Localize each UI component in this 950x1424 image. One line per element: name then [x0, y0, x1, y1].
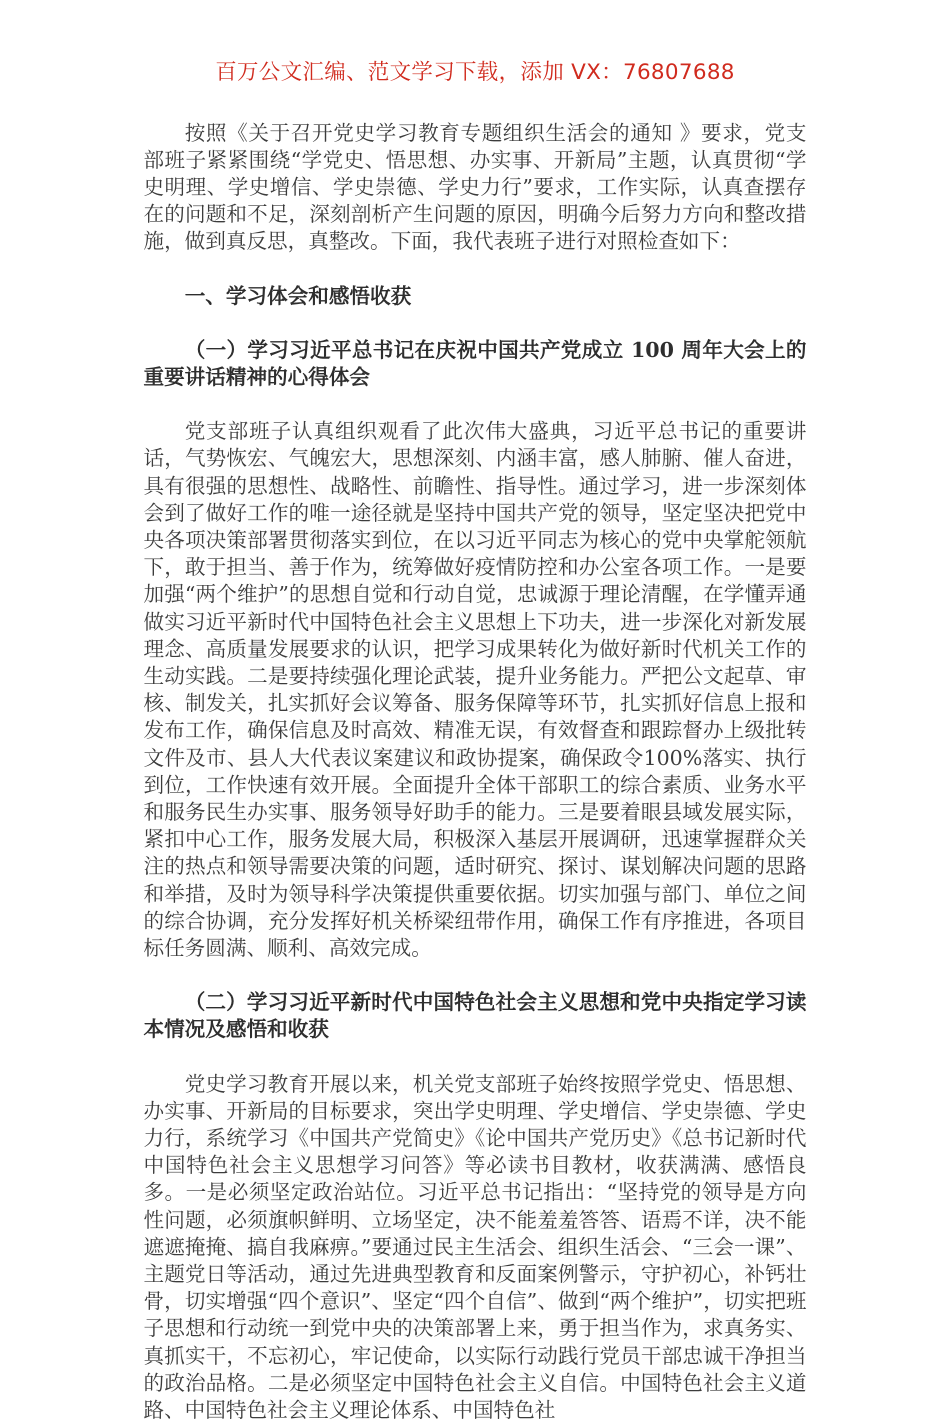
intro-paragraph: 按照《关于召开党史学习教育专题组织生活会的通知 》要求，党支部班子紧紧围绕“学党史、悟思想、办实事、开新局”主题，认真贯彻“学史明理、学史增信、学史崇德、学史力行”要求，工作实际，认真查摆存在的问题和不足，深刻剖析产生问题的原因，明确今后努力方向和整改措施，做到真反思，真整改。下面，我代表班子进行对照检查如下：	[144, 120, 807, 256]
spacer	[144, 310, 807, 337]
spacer	[144, 1044, 807, 1071]
subsection-heading-two: （二）学习习近平新时代中国特色社会主义思想和党中央指定学习读本情况及感悟和收获	[144, 989, 807, 1043]
promo-banner	[0, 0, 950, 84]
subsection-two-paragraph: 党史学习教育开展以来，机关党支部班子始终按照学党史、悟思想、办实事、开新局的目标要求，突出学史明理、学史增信、学史崇德、学史力行，系统学习《中国共产党简史》《论中国共产党历史》《总书记新时代中国特色社会主义思想学习问答》等必读书目教材，收获满满、感悟良多。一是必须坚定政治站位。习近平总书记指出：“坚持党的领导是方向性问题，必须旗帜鲜明、立场坚定，决不能羞羞答答、语焉不详，决不能遮遮掩掩、搞自我麻痹。”要通过民主生活会、组织生活会、“三会一课”、主题党日等活动，通过先进典型教育和反面案例警示，守护初心，补钙壮骨，切实增强“四个意识”、坚定“四个自信”、做到“两个维护”，切实把班子思想和行动统一到党中央的决策部署上来，勇于担当作为，求真务实、真抓实干，不忘初心，牢记使命，以实际行动践行党员干部忠诚干净担当的政治品格。二是必须坚定中国特色社会主义自信。中国特色社会主义道路、中国特色社会主义理论体系、中国特色社	[144, 1071, 807, 1424]
promo-advertisement-text: 百万公文汇编、范文学习下载，添加 VX：76807688	[215, 62, 735, 84]
section-heading-one: 一、学习体会和感悟收获	[144, 283, 807, 310]
document-body	[144, 84, 807, 1424]
spacer	[144, 256, 807, 283]
subsection-one-paragraph: 党支部班子认真组织观看了此次伟大盛典，习近平总书记的重要讲话，气势恢宏、气魄宏大，思想深刻、内涵丰富，感人肺腑、催人奋进，具有很强的思想性、战略性、前瞻性、指导性。通过学习，进一步深刻体会到了做好工作的唯一途径就是坚持中国共产党的领导，坚定坚决把党中央各项决策部署贯彻落实到位，在以习近平同志为核心的党中央掌舵领航下，敢于担当、善于作为，统筹做好疫情防控和办公室各项工作。一是要加强“两个维护”的思想自觉和行动自觉，忠诚源于理论清醒，在学懂弄通做实习近平新时代中国特色社会主义思想上下功夫，进一步深化对新发展理念、高质量发展要求的认识，把学习成果转化为做好新时代机关工作的生动实践。二是要持续强化理论武装，提升业务能力。严把公文起草、审核、制发关，扎实抓好会议筹备、服务保障等环节，扎实抓好信息上报和发布工作，确保信息及时高效、精准无误，有效督查和跟踪督办上级批转文件及市、县人大代表议案建议和政协提案，确保政令100%落实、执行到位，工作快速有效开展。全面提升全体干部职工的综合素质、业务水平和服务民生办实事、服务领导好助手的能力。三是要着眼县域发展实际，紧扣中心工作，服务发展大局，积极深入基层开展调研，迅速掌握群众关注的热点和领导需要决策的问题，适时研究、探讨、谋划解决问题的思路和举措，及时为领导科学决策提供重要依据。切实加强与部门、单位之间的综合协调，充分发挥好机关桥梁纽带作用，确保工作有序推进，各项目标任务圆满、顺利、高效完成。	[144, 418, 807, 962]
spacer	[144, 391, 807, 418]
subsection-heading-one: （一）学习习近平总书记在庆祝中国共产党成立 100 周年大会上的重要讲话精神的心得体会	[144, 337, 807, 391]
spacer	[144, 962, 807, 989]
